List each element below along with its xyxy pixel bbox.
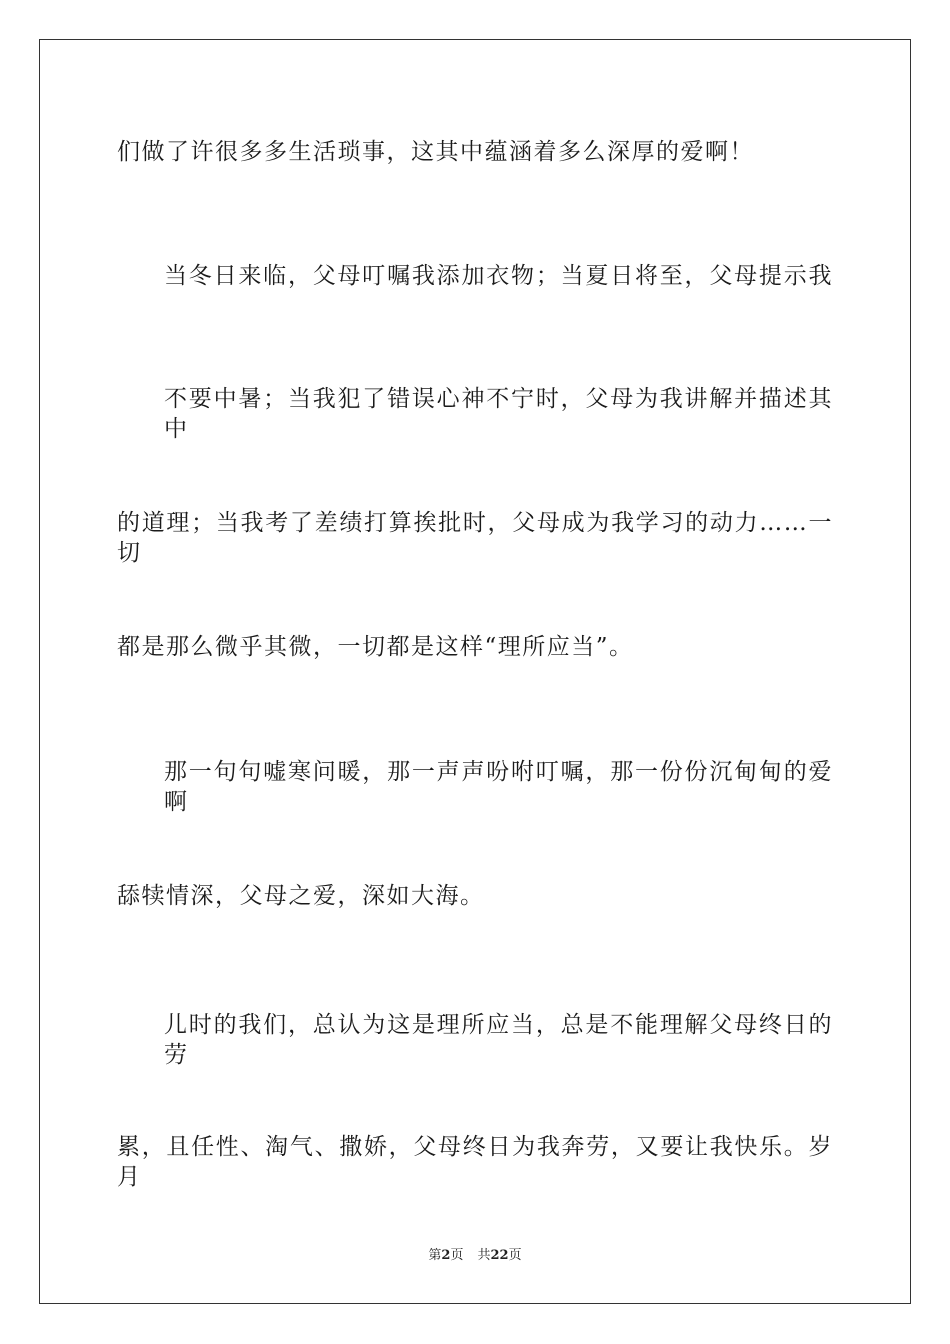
body-line-2: 当冬日来临，父母叮嘱我添加衣物；当夏日将至，父母提示我: [164, 263, 833, 289]
body-line-1: 们做了许很多多生活琐事，这其中蕴涵着多么深厚的爱啊！: [117, 139, 754, 165]
body-line-8: 儿时的我们，总认为这是理所应当，总是不能理解父母终日的劳: [164, 1012, 833, 1068]
body-line-7: 舔犊情深，父母之爱，深如大海。: [117, 883, 485, 909]
body-line-3: 不要中暑；当我犯了错误心神不宁时，父母为我讲解并描述其中: [164, 386, 833, 442]
page-footer: [0, 1247, 950, 1265]
body-line-4: 的道理；当我考了差绩打算挨批时，父母成为我学习的动力……一切: [117, 510, 833, 566]
page-prefix: 第: [428, 1248, 442, 1263]
page-suffix: 页: [450, 1248, 464, 1263]
body-line-5: 都是那么微乎其微，一切都是这样“理所应当”。: [117, 634, 634, 660]
total-suffix: 页: [508, 1248, 522, 1263]
body-line-6: 那一句句嘘寒问暖，那一声声吩咐叮嘱，那一份份沉甸甸的爱啊: [164, 759, 833, 815]
body-line-9: 累，且任性、淘气、撒娇，父母终日为我奔劳，又要让我快乐。岁月: [117, 1134, 833, 1190]
page-number: 2: [441, 1248, 451, 1263]
page-border: [39, 39, 911, 1304]
total-prefix: 共: [477, 1248, 491, 1263]
total-pages: 22: [490, 1248, 509, 1263]
